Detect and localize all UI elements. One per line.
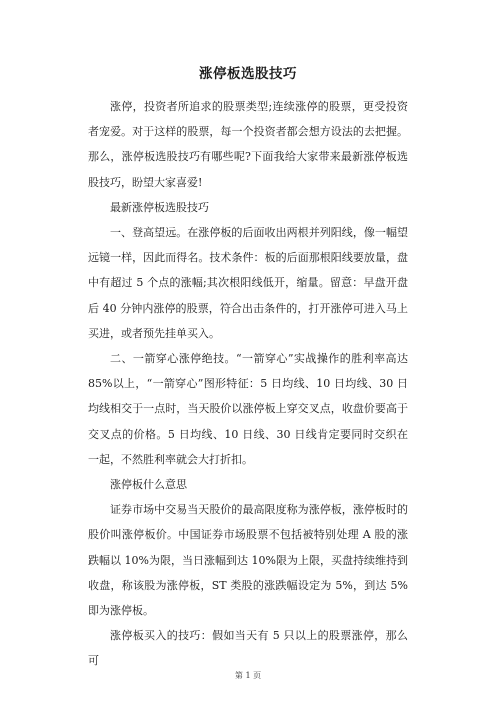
document-title: 涨停板选股技巧 <box>199 66 297 82</box>
paragraph: 一、登高望远。在涨停板的后面收出两根并列阳线，像一幅望远镜一样，因此而得名。技术条件：板的后面那根阳线要放量，盘中有超过 5 个点的涨幅;其次根阳线低开，缩量。留意：早盘开盘后 40 分钟内涨停的股票，符合出击条件的，打开涨停可进入马上买进，或者预先挂单买入。 <box>88 226 408 340</box>
page-number: 第 1 页 <box>234 671 262 680</box>
paragraph: 证券市场中交易当天股价的最高限度称为涨停板，涨停板时的股价叫涨停板价。中国证券市场股票不包括被特别处理 A 股的涨跌幅以 10%为限，当日涨幅到达 10%限为上限，买盘持续维持到收盘，称该股为涨停板，ST 类股的涨跌幅设定为 5%，到达 5%即为涨停板。 <box>88 503 408 618</box>
section-heading: 最新涨停板选股技巧 <box>110 200 209 214</box>
document-body <box>88 94 408 674</box>
paragraph: 二、一箭穿心涨停绝技。“一箭穿心”实战操作的胜利率高达 85%以上，“一箭穿心”图形特征：5 日均线、10 日均线、30 日均线相交于一点时，当天股价以涨停板上穿交叉点，收盘价要高于交叉点的价格。5 日均线、10 日线、30 日线肯定要同时交织在一起，不然胜利率就会大打折扣。 <box>88 352 408 466</box>
section-heading: 涨停板什么意思 <box>110 478 187 492</box>
paragraph: 涨停板买入的技巧：假如当天有 5 只以上的股票涨停，那么可 <box>88 629 408 668</box>
paragraph: 涨停，投资者所追求的股票类型;连续涨停的股票，更受投资者宠爱。对于这样的股票，每一个投资者都会想方设法的去把握。那么，涨停板选股技巧有哪些呢?下面我给大家带来最新涨停板选股技巧，盼望大家喜爱! <box>88 100 408 189</box>
